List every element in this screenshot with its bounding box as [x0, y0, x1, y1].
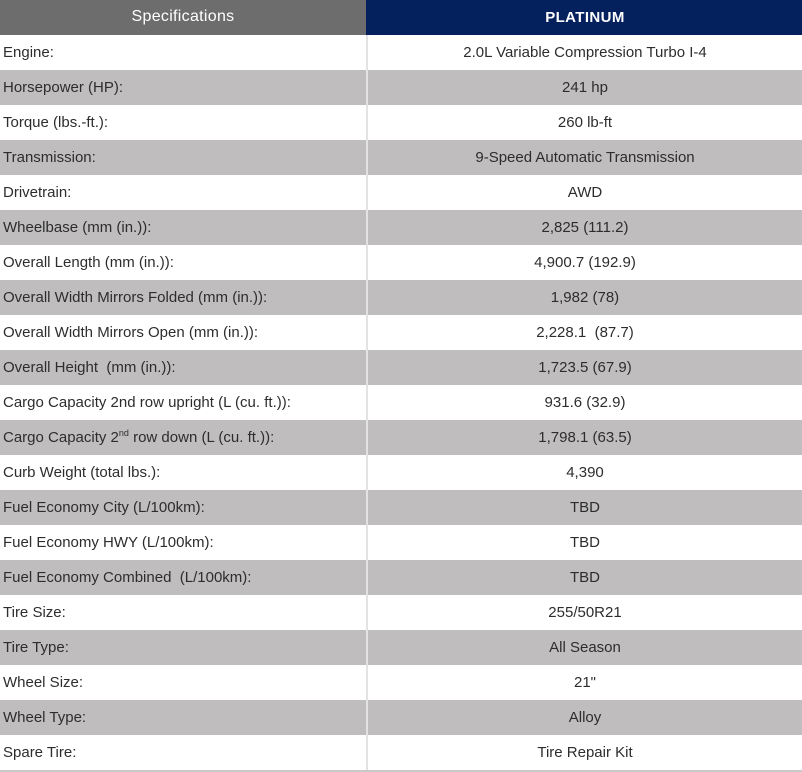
- spec-label: Overall Width Mirrors Folded (mm (in.)):: [3, 288, 268, 306]
- specifications-header-label: Specifications: [131, 8, 235, 26]
- spec-row-fuel-combined: [0, 560, 802, 595]
- spec-value: TBD: [570, 568, 600, 586]
- spec-row-torque: [0, 105, 802, 140]
- spec-value-cell: [368, 560, 802, 595]
- header-row: [0, 0, 802, 35]
- spec-label: Drivetrain:: [3, 183, 72, 201]
- spec-value-cell: [368, 280, 802, 315]
- spec-value: Alloy: [568, 708, 602, 726]
- spec-label-cell: [0, 595, 366, 630]
- spec-label-cell: [0, 735, 366, 770]
- spec-label: Overall Height (mm (in.)):: [3, 358, 176, 376]
- spec-label: Transmission:: [3, 148, 96, 166]
- spec-label-cell: [0, 665, 366, 700]
- spec-label: Wheelbase (mm (in.)):: [3, 218, 152, 236]
- spec-value: TBD: [570, 533, 600, 551]
- spec-label: Torque (lbs.-ft.):: [3, 113, 109, 131]
- spec-row-engine: [0, 35, 802, 70]
- spec-value-cell: [368, 210, 802, 245]
- spec-row-curb-weight: [0, 455, 802, 490]
- spec-value-cell: [368, 140, 802, 175]
- spec-label: Fuel Economy Combined (L/100km):: [3, 568, 252, 586]
- spec-value-cell: [368, 700, 802, 735]
- spec-row-wheel-type: [0, 700, 802, 735]
- spec-value: 255/50R21: [548, 603, 622, 621]
- spec-row-drivetrain: [0, 175, 802, 210]
- spec-row-width-mirrors-folded: [0, 280, 802, 315]
- spec-label: Cargo Capacity 2nd row down (L (cu. ft.)):: [3, 427, 275, 446]
- spec-label-cell: [0, 105, 366, 140]
- spec-label: Wheel Size:: [3, 673, 84, 691]
- spec-row-wheelbase: [0, 210, 802, 245]
- superscript-nd: nd: [118, 427, 129, 438]
- spec-label: Overall Length (mm (in.)):: [3, 253, 174, 271]
- spec-value: 21": [573, 673, 596, 691]
- spec-label-cell: [0, 630, 366, 665]
- spec-label: Wheel Type:: [3, 708, 87, 726]
- spec-row-spare-tire: [0, 735, 802, 770]
- spec-label-cell: [0, 560, 366, 595]
- spec-value: 1,982 (78): [550, 288, 620, 306]
- spec-value-cell: [368, 630, 802, 665]
- spec-label-cell: [0, 525, 366, 560]
- spec-value-cell: [368, 455, 802, 490]
- spec-label-cell: [0, 245, 366, 280]
- spec-value: 2.0L Variable Compression Turbo I-4: [463, 43, 707, 61]
- spec-row-tire-size: [0, 595, 802, 630]
- spec-value-cell: [368, 420, 802, 455]
- spec-label-cell: [0, 140, 366, 175]
- spec-value-cell: [368, 595, 802, 630]
- spec-value-cell: [368, 490, 802, 525]
- spec-label: Horsepower (HP):: [3, 78, 124, 96]
- spec-value: All Season: [549, 638, 621, 656]
- spec-row-overall-length: [0, 245, 802, 280]
- spec-row-cargo-down: [0, 420, 802, 455]
- spec-row-horsepower: [0, 70, 802, 105]
- spec-row-tire-type: [0, 630, 802, 665]
- spec-row-fuel-city: [0, 490, 802, 525]
- specifications-header-cell: [0, 0, 366, 35]
- spec-label-cell: [0, 35, 366, 70]
- spec-label: Cargo Capacity 2nd row upright (L (cu. ft.)):: [3, 393, 291, 411]
- spec-value-cell: [368, 665, 802, 700]
- platinum-header-label: PLATINUM: [545, 8, 625, 26]
- spec-value-cell: [368, 315, 802, 350]
- spec-value: 1,798.1 (63.5): [538, 428, 632, 446]
- spec-label: Fuel Economy HWY (L/100km):: [3, 533, 214, 551]
- spec-row-transmission: [0, 140, 802, 175]
- spec-label: Engine:: [3, 43, 54, 61]
- spec-label: Tire Size:: [3, 603, 66, 621]
- spec-value: Tire Repair Kit: [537, 743, 633, 761]
- spec-label: Curb Weight (total lbs.):: [3, 463, 161, 481]
- spec-row-width-mirrors-open: [0, 315, 802, 350]
- spec-label-cell: [0, 490, 366, 525]
- spec-label-cell: [0, 385, 366, 420]
- spec-label: Spare Tire:: [3, 743, 77, 761]
- spec-value: 1,723.5 (67.9): [538, 358, 632, 376]
- platinum-header-cell: [368, 0, 802, 35]
- spec-label-cell: [0, 70, 366, 105]
- spec-value-cell: [368, 350, 802, 385]
- spec-value: 4,900.7 (192.9): [534, 253, 636, 271]
- spec-value-cell: [368, 70, 802, 105]
- spec-label-cell: [0, 700, 366, 735]
- spec-label-cell: [0, 210, 366, 245]
- spec-label-cell: [0, 455, 366, 490]
- spec-label-cell: [0, 280, 366, 315]
- spec-value-cell: [368, 245, 802, 280]
- spec-label-cell: [0, 420, 366, 455]
- spec-value: AWD: [567, 183, 603, 201]
- spec-value: 241 hp: [562, 78, 608, 96]
- spec-label-cell: [0, 175, 366, 210]
- spec-value-cell: [368, 35, 802, 70]
- spec-value: 2,228.1 (87.7): [536, 323, 634, 341]
- spec-value: 2,825 (111.2): [541, 218, 629, 236]
- spec-label: Fuel Economy City (L/100km):: [3, 498, 205, 516]
- spec-label-cell: [0, 350, 366, 385]
- spec-value-cell: [368, 105, 802, 140]
- spec-row-cargo-upright: [0, 385, 802, 420]
- spec-value: TBD: [570, 498, 600, 516]
- spec-value-cell: [368, 175, 802, 210]
- spec-value: 931.6 (32.9): [544, 393, 626, 411]
- spec-label: Tire Type:: [3, 638, 69, 656]
- spec-value: 4,390: [566, 463, 604, 481]
- spec-label-cell: [0, 315, 366, 350]
- spec-value: 260 lb-ft: [557, 113, 613, 131]
- spec-row-fuel-hwy: [0, 525, 802, 560]
- spec-value-cell: [368, 525, 802, 560]
- spec-value: 9-Speed Automatic Transmission: [475, 148, 695, 166]
- spec-row-wheel-size: [0, 665, 802, 700]
- spec-label: Overall Width Mirrors Open (mm (in.)):: [3, 323, 259, 341]
- spec-value-cell: [368, 735, 802, 770]
- spec-row-overall-height: [0, 350, 802, 385]
- spec-value-cell: [368, 385, 802, 420]
